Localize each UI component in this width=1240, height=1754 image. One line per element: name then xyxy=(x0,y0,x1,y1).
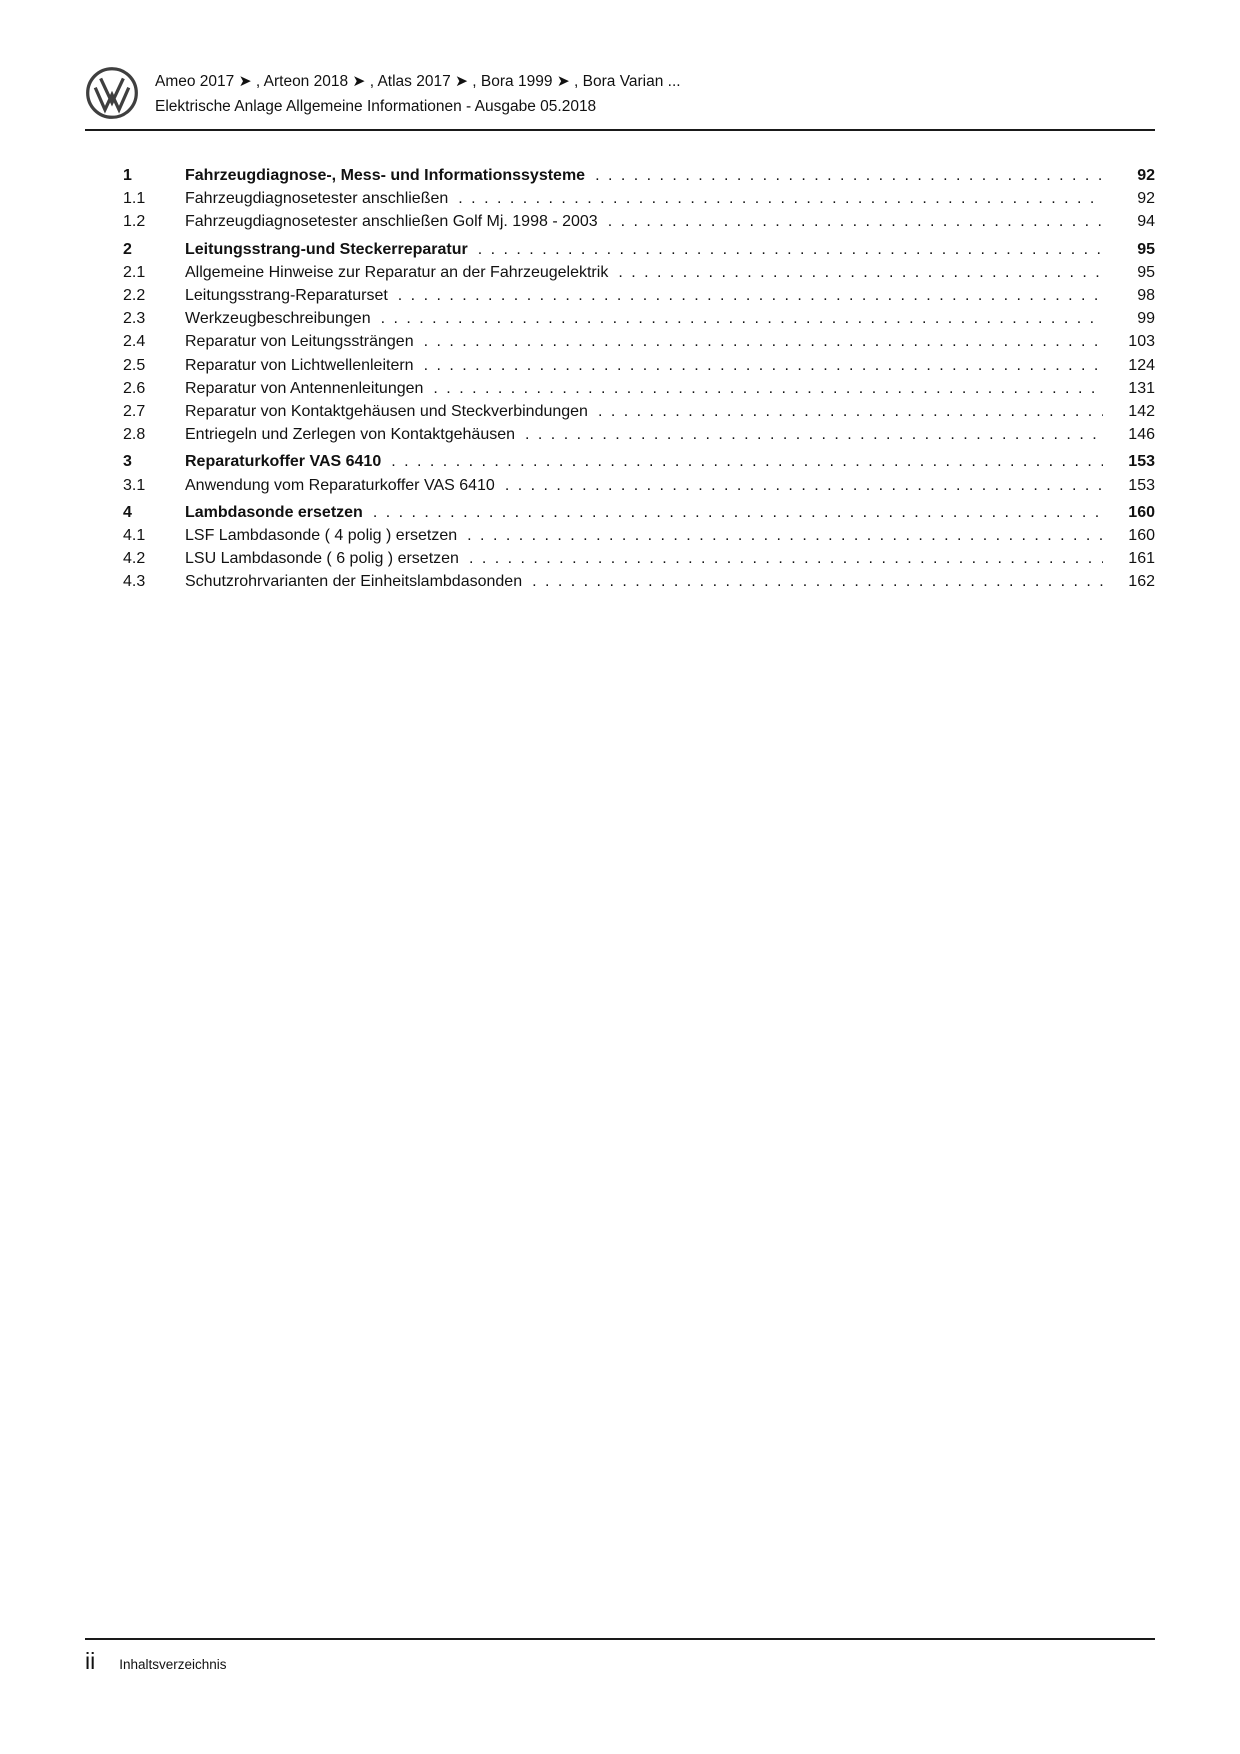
toc-entry-title: Werkzeugbeschreibungen xyxy=(185,310,371,328)
footer-divider xyxy=(85,1638,1155,1640)
toc-entry-page: 103 xyxy=(1128,333,1155,351)
toc-dot-leader xyxy=(424,330,1103,353)
toc-entry xyxy=(85,164,1155,187)
toc-entry-number: 2.8 xyxy=(123,426,146,444)
toc-entry-title: Fahrzeugdiagnosetester anschließen Golf Mj. 1998 - 2003 xyxy=(185,213,598,231)
toc-entry-page: 92 xyxy=(1137,167,1155,184)
toc-entry xyxy=(85,377,1155,400)
toc-dot-leader xyxy=(381,307,1103,330)
toc-entry xyxy=(85,284,1155,307)
footer-label: Inhaltsverzeichnis xyxy=(119,1657,227,1672)
toc-entry-page: 95 xyxy=(1137,263,1155,281)
toc-entry-title: LSU Lambdasonde ( 6 polig ) ersetzen xyxy=(185,550,459,568)
toc-entry-page: 92 xyxy=(1137,190,1155,208)
toc-entry xyxy=(85,423,1155,446)
toc-entry-page: 153 xyxy=(1128,453,1155,471)
toc-entry-number: 3.1 xyxy=(123,476,146,494)
toc-dot-leader xyxy=(467,524,1103,547)
toc-entry-number: 2.7 xyxy=(123,403,146,421)
toc-entry-number: 1.2 xyxy=(123,213,146,231)
toc-dot-leader xyxy=(598,400,1103,423)
toc-entry-title: Schutzrohrvarianten der Einheitslambdasonden xyxy=(185,573,523,591)
header-text xyxy=(155,68,681,117)
toc-entry-title: Allgemeine Hinweise zur Reparatur an der Fahrzeugelektrik xyxy=(185,263,609,281)
toc-entry-title: Reparatur von Leitungssträngen xyxy=(185,333,414,351)
toc-dot-leader xyxy=(525,423,1103,446)
toc-entry-page: 160 xyxy=(1128,527,1155,545)
toc-entry-title: Lambdasonde ersetzen xyxy=(185,503,363,521)
toc-entry-number: 4 xyxy=(123,503,132,521)
toc-entry-page: 142 xyxy=(1128,403,1155,421)
toc-entry-title: Entriegeln und Zerlegen von Kontaktgehäusen xyxy=(185,426,516,444)
toc xyxy=(85,164,1155,594)
toc-entry-title: Fahrzeugdiagnosetester anschließen xyxy=(185,190,449,208)
toc-entry xyxy=(85,400,1155,423)
toc-entry xyxy=(85,210,1155,233)
toc-entry-page: 95 xyxy=(1137,240,1155,258)
vw-logo-icon xyxy=(85,66,139,120)
toc-entry-page: 99 xyxy=(1137,310,1155,328)
toc-entry-page: 94 xyxy=(1137,213,1155,231)
toc-entry-title: Anwendung vom Reparaturkoffer VAS 6410 xyxy=(185,476,495,494)
toc-entry-page: 162 xyxy=(1128,573,1155,591)
toc-entry-page: 146 xyxy=(1128,426,1155,444)
toc-entry xyxy=(85,524,1155,547)
toc-dot-leader xyxy=(433,377,1103,400)
toc-entry xyxy=(85,261,1155,284)
toc-entry xyxy=(85,570,1155,593)
toc-entry-title: Reparaturkoffer VAS 6410 xyxy=(185,453,382,471)
toc-dot-leader xyxy=(618,261,1103,284)
toc-entry xyxy=(85,187,1155,210)
toc-entry-page: 124 xyxy=(1128,356,1155,374)
toc-entry-title: LSF Lambdasonde ( 4 polig ) ersetzen xyxy=(185,527,458,545)
toc-entry xyxy=(85,474,1155,497)
page-header xyxy=(85,68,1155,131)
toc-dot-leader xyxy=(505,474,1103,497)
toc-entry-number: 3 xyxy=(123,453,132,471)
toc-entry-number: 2.6 xyxy=(123,379,146,397)
header-subtitle: Elektrische Anlage Allgemeine Informationen - Ausgabe 05.2018 xyxy=(155,98,597,115)
toc-entry-number: 2.4 xyxy=(123,333,146,351)
header-models-line: Ameo 2017 ➤ , Arteon 2018 ➤ , Atlas 2017 ➤ , Bora 1999 ➤ , Bora Varian ... xyxy=(155,73,681,90)
toc-entry-number: 2.5 xyxy=(123,356,146,374)
toc-entry xyxy=(85,330,1155,353)
toc-entry-number: 1 xyxy=(123,167,132,184)
page-footer xyxy=(85,1648,227,1674)
toc-entry-title: Leitungsstrang-Reparaturset xyxy=(185,287,388,305)
toc-entry-number: 4.2 xyxy=(123,550,146,568)
toc-entry-number: 1.1 xyxy=(123,190,146,208)
toc-dot-leader xyxy=(458,187,1103,210)
toc-entry xyxy=(85,354,1155,377)
toc-entry-page: 161 xyxy=(1128,550,1155,568)
toc-entry xyxy=(85,238,1155,261)
toc-entry-number: 2 xyxy=(123,240,132,258)
toc-entry xyxy=(85,450,1155,473)
toc-entry-page: 153 xyxy=(1128,476,1155,494)
toc-entry-number: 4.3 xyxy=(123,573,146,591)
toc-entry-title: Leitungsstrang-und Steckerreparatur xyxy=(185,240,468,258)
toc-entry-number: 2.2 xyxy=(123,287,146,305)
toc-dot-leader xyxy=(424,354,1103,377)
toc-dot-leader xyxy=(398,284,1103,307)
toc-dot-leader xyxy=(391,450,1103,473)
toc-entry-page: 98 xyxy=(1137,287,1155,305)
toc-entry-title: Reparatur von Kontaktgehäusen und Steckverbindungen xyxy=(185,403,588,421)
toc-entry-number: 2.3 xyxy=(123,310,146,328)
toc-dot-leader xyxy=(532,570,1103,593)
footer-page-number: ii xyxy=(85,1648,96,1674)
toc-entry-title: Reparatur von Antennenleitungen xyxy=(185,379,424,397)
toc-entry-title: Reparatur von Lichtwellenleitern xyxy=(185,356,414,374)
toc-dot-leader xyxy=(478,238,1103,261)
toc-entry xyxy=(85,307,1155,330)
toc-entry-page: 160 xyxy=(1128,503,1155,521)
toc-dot-leader xyxy=(469,547,1103,570)
toc-entry-page: 131 xyxy=(1128,379,1155,397)
toc-entry xyxy=(85,547,1155,570)
toc-entry xyxy=(85,501,1155,524)
toc-entry-title: Fahrzeugdiagnose-, Mess- und Informationssysteme xyxy=(185,167,586,184)
toc-dot-leader xyxy=(608,210,1103,233)
toc-dot-leader xyxy=(373,501,1103,524)
toc-entry-number: 4.1 xyxy=(123,527,146,545)
toc-dot-leader xyxy=(595,164,1103,187)
toc-entry-number: 2.1 xyxy=(123,263,146,281)
